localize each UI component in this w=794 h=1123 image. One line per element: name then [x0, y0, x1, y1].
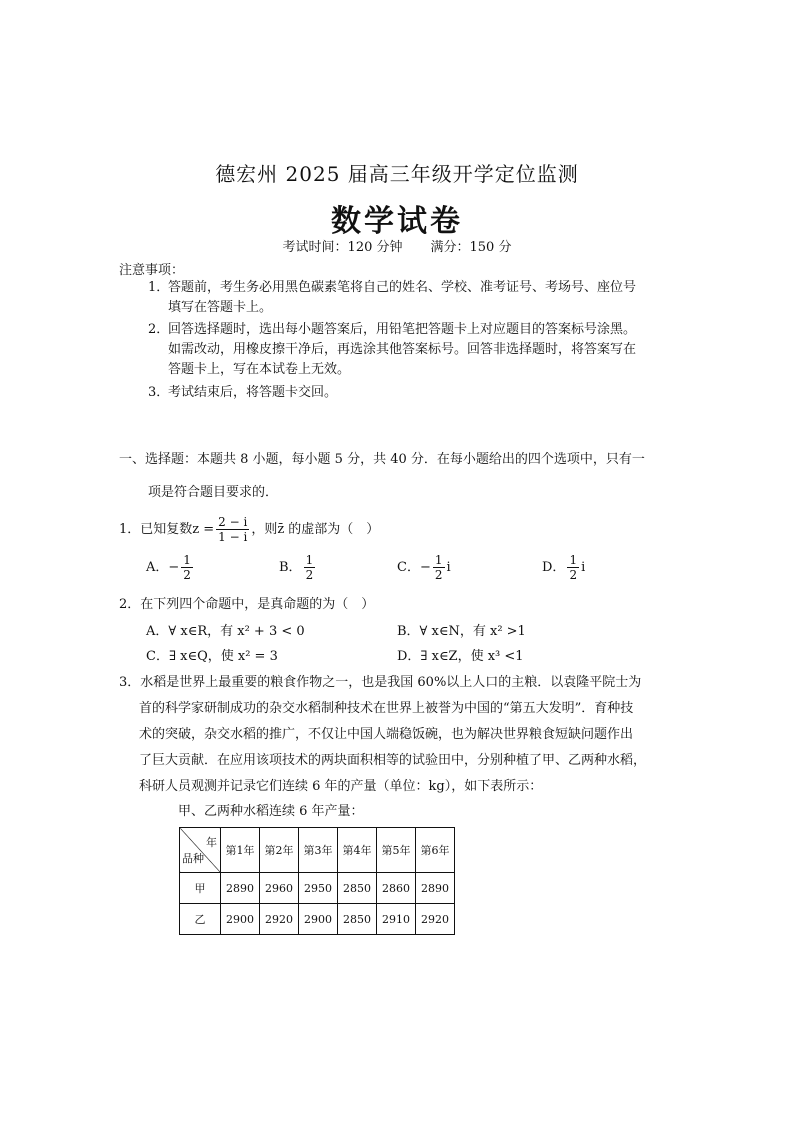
notice-item-3 — [148, 383, 688, 403]
corner-year-label: 年 — [206, 836, 217, 849]
option-sign: − — [419, 560, 431, 575]
exam-time: 考试时间：120 分钟 — [282, 240, 403, 255]
notice-text: 考试结束后，将答题卡交回。 — [168, 385, 338, 400]
option-sign: − — [168, 560, 180, 575]
option-label: C． — [397, 560, 420, 575]
section-heading: 一、选择题：本题共 8 小题，每小题 5 分，共 40 分．在每小题给出的四个选项中，只有一 — [119, 452, 645, 467]
table-cell: 2900 — [221, 904, 260, 935]
table-cell: 2920 — [416, 904, 455, 935]
year-header: 第6年 — [416, 828, 455, 873]
q1-option-d — [542, 553, 585, 582]
option-fraction — [433, 553, 445, 582]
q2-option-d: D．∃ x∈Z，使 x³ <1 — [397, 649, 524, 664]
frac-numerator: 1 — [434, 553, 443, 567]
notice-number: 1． — [148, 280, 170, 295]
table-cell: 2850 — [338, 873, 377, 904]
option-fraction — [567, 553, 579, 582]
notice-number: 3． — [148, 385, 170, 400]
section-heading-cont: 项是符合题目要求的． — [148, 485, 279, 500]
table-cell: 2910 — [377, 904, 416, 935]
option-fraction — [181, 553, 193, 582]
q1-option-c — [397, 553, 451, 582]
q1-suffix: ，则z̄ 的虚部为（ ） — [251, 522, 380, 537]
notice-text: 答题卡上，写在本试卷上无效。 — [168, 362, 351, 377]
q1-fraction — [216, 515, 249, 544]
corner-variety-label: 品种 — [182, 852, 204, 865]
option-label: A． — [146, 560, 169, 575]
yield-table — [179, 827, 455, 935]
q3-line: 了巨大贡献．在应用该项技术的两块面积相等的试验田中，分别种植了甲、乙两种水稻， — [139, 753, 647, 768]
table-header-row — [180, 828, 455, 873]
notice-title: 注意事项： — [119, 263, 185, 278]
notice-number: 2． — [148, 322, 170, 337]
table-corner — [180, 828, 221, 873]
table-cell: 2850 — [338, 904, 377, 935]
frac-denominator: 1 − i — [218, 530, 248, 544]
frac-numerator: 2 − i — [218, 515, 248, 529]
option-label: B． — [279, 560, 302, 575]
notice-text: 答题前，考生务必用黑色碳素笔将自己的姓名、学校、准考证号、考场号、座位号 — [168, 280, 637, 295]
frac-denominator: 2 — [305, 568, 314, 582]
notice-text: 填写在答题卡上。 — [168, 300, 273, 315]
q2-option-b: B．∀ x∈N，有 x² >1 — [397, 624, 526, 639]
table-caption: 甲、乙两种水稻连续 6 年产量： — [178, 804, 364, 819]
frac-denominator: 2 — [569, 568, 578, 582]
option-fraction — [304, 553, 316, 582]
notice-item-1 — [148, 278, 688, 318]
subject-title: 数学试卷 — [331, 204, 463, 239]
q1-option-b — [279, 553, 317, 582]
year-header: 第5年 — [377, 828, 416, 873]
variety-name: 乙 — [180, 904, 221, 935]
frac-denominator: 2 — [183, 568, 191, 582]
question-2: 2．在下列四个命题中，是真命题的为（ ） — [119, 597, 375, 612]
q2-option-c: C．∃ x∈Q，使 x² = 3 — [146, 649, 278, 664]
q3-line: 3．水稻是世界上最重要的粮食作物之一，也是我国 60%以上人口的主粮．以袁隆平院士为 — [119, 675, 642, 690]
variety-name: 甲 — [180, 873, 221, 904]
frac-denominator: 2 — [434, 568, 443, 582]
exam-info — [0, 236, 794, 255]
table-cell: 2920 — [260, 904, 299, 935]
year-header: 第3年 — [299, 828, 338, 873]
notice-text: 如需改动，用橡皮擦干净后，再选涂其他答案标号。回答非选择题时，将答案写在 — [168, 342, 637, 357]
question-3 — [119, 670, 699, 800]
question-1 — [119, 515, 379, 544]
frac-numerator: 1 — [305, 553, 314, 567]
table-cell: 2960 — [260, 873, 299, 904]
exam-title: 德宏州 2025 届高三年级开学定位监测 — [215, 162, 579, 186]
notice-text: 回答选择题时，选出每小题答案后，用铅笔把答题卡上对应题目的答案标号涂黑。 — [168, 322, 637, 337]
q2-option-a: A．∀ x∈R，有 x² + 3 < 0 — [146, 624, 305, 639]
year-header: 第1年 — [221, 828, 260, 873]
exam-score: 满分：150 分 — [430, 240, 512, 255]
table-row — [180, 873, 455, 904]
option-label: D． — [542, 560, 566, 575]
q3-line: 术的突破，杂交水稻的推广，不仅让中国人端稳饭碗，也为解决世界粮食短缺问题作出 — [139, 727, 634, 742]
notice-item-2 — [148, 320, 688, 380]
year-header: 第4年 — [338, 828, 377, 873]
q3-line: 科研人员观测并记录它们连续 6 年的产量（单位：kg），如下表所示： — [139, 779, 543, 794]
q1-prefix: 1．已知复数 — [119, 522, 193, 537]
option-tail: i — [581, 560, 586, 575]
table-cell: 2890 — [416, 873, 455, 904]
table-cell: 2860 — [377, 873, 416, 904]
option-tail: i — [446, 560, 451, 575]
year-header: 第2年 — [260, 828, 299, 873]
frac-numerator: 1 — [569, 553, 578, 567]
q3-line: 首的科学家研制成功的杂交水稻制种技术在世界上被誉为中国的“第五大发明”．育种技 — [139, 701, 634, 716]
frac-numerator: 1 — [183, 553, 191, 567]
table-cell: 2890 — [221, 873, 260, 904]
table-cell: 2950 — [299, 873, 338, 904]
table-cell: 2900 — [299, 904, 338, 935]
q1-z: z = — [192, 522, 215, 537]
q1-option-a — [146, 553, 195, 582]
table-row — [180, 904, 455, 935]
